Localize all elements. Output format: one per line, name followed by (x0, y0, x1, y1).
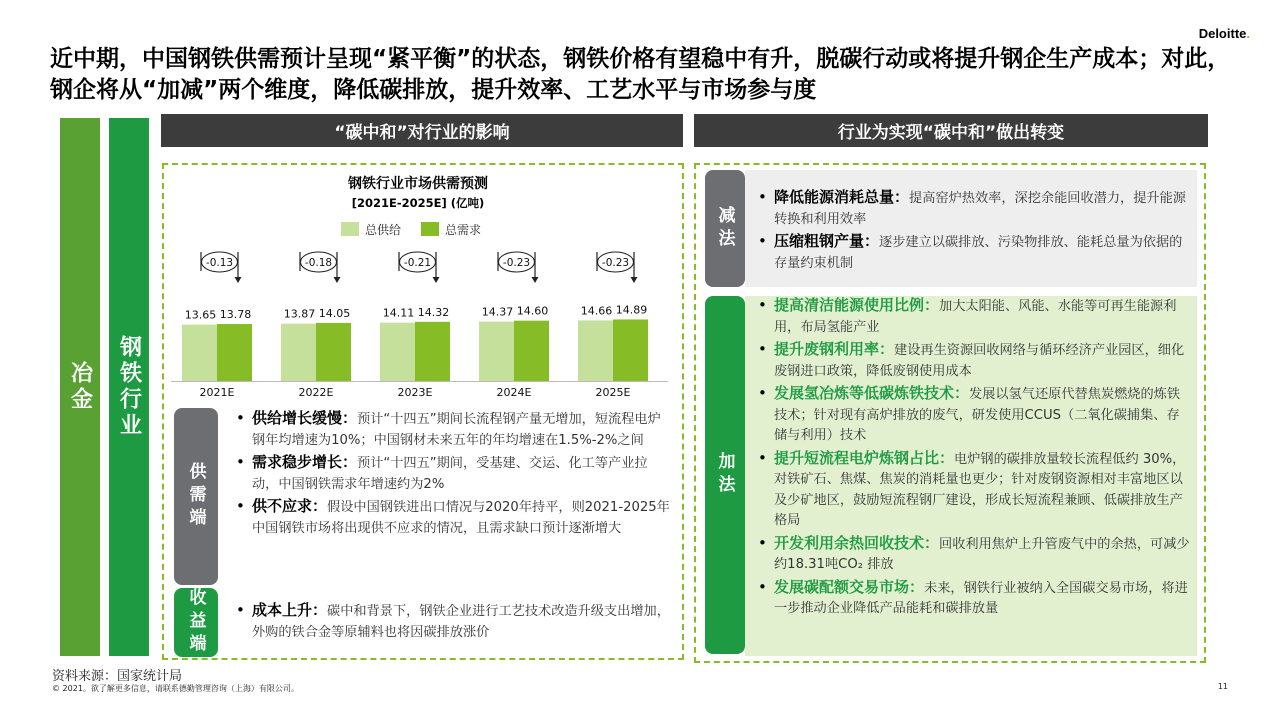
gap-label: -0.23 (502, 257, 531, 269)
gap-arrowhead (334, 277, 341, 283)
supply-demand-list (230, 408, 670, 540)
list-item (752, 577, 1192, 620)
x-tick-label: 2025E (595, 386, 631, 399)
section-header-transformation: 行业为实现“碳中和”做出转变 (694, 114, 1208, 147)
list-item (230, 452, 670, 495)
data-label-supply: 14.11 (382, 306, 415, 320)
item-keyword: 供给增长缓慢： (252, 409, 358, 427)
gap-label: -0.23 (601, 257, 630, 269)
item-keyword: 成本上升： (252, 601, 328, 619)
item-text: 预计“十四五”期间长流程钢产量无增加，短流程电炉钢年均增速为10%；中国钢材未来五年的年均增速在1.5%-2%之间 (252, 412, 661, 448)
vertical-label-steel-industry: 钢铁行业 (109, 118, 149, 656)
item-text: 发展以氢气还原代替焦炭燃烧的炼铁技术；针对现有高炉排放的废气，研发使用CCUS（二氧化碳捕集、存储与利用）技术 (774, 387, 1181, 443)
addition-list (752, 295, 1192, 621)
data-label-demand: 14.89 (615, 303, 648, 317)
gap-arrowhead (235, 277, 242, 283)
supply-demand-chart (163, 165, 681, 405)
gap-label: -0.13 (205, 257, 234, 269)
item-keyword: 供不应求： (252, 497, 328, 515)
item-keyword: 发展氢冶炼等低碳炼铁技术： (774, 384, 970, 402)
list-item (752, 448, 1192, 532)
data-label-supply: 14.37 (481, 305, 514, 319)
list-item (752, 187, 1192, 230)
list-item (230, 496, 670, 539)
list-item (230, 600, 670, 643)
data-label-demand: 14.05 (318, 306, 351, 320)
data-label-supply: 13.87 (283, 307, 316, 321)
list-item (752, 533, 1192, 576)
gap-label: -0.18 (304, 257, 333, 269)
gap-arrowhead (433, 277, 440, 283)
item-keyword: 提升废钢利用率： (774, 340, 895, 358)
item-keyword: 降低能源消耗总量： (774, 188, 910, 206)
x-tick-label: 2024E (496, 386, 532, 399)
item-text: 逐步建立以碳排放、污染物排放、能耗总量为依据的存量约束机制 (774, 235, 1183, 271)
legend-label: 总需求 (445, 223, 482, 237)
item-text: 加大太阳能、风能、水能等可再生能源利用，布局氢能产业 (774, 299, 1177, 335)
subtraction-tag: 减法 (705, 170, 745, 287)
list-item (752, 231, 1192, 274)
supply-demand-tag: 供需端 (174, 408, 218, 585)
section-header-impact: “碳中和”对行业的影响 (161, 114, 683, 147)
data-label-demand: 14.60 (516, 304, 549, 318)
gap-label: -0.21 (403, 257, 432, 269)
bar-demand (415, 322, 450, 381)
bar-supply (578, 320, 613, 381)
chart-title: 钢铁行业市场供需预测 (348, 176, 488, 192)
data-label-supply: 14.66 (580, 304, 613, 318)
income-list (230, 600, 670, 644)
addition-tag: 加法 (705, 296, 745, 654)
bar-demand (514, 321, 549, 381)
bar-demand (613, 319, 648, 381)
vertical-label-metallurgy: 冶金 (60, 118, 100, 656)
item-text: 假设中国钢铁进出口情况与2020年持平，则2021-2025年中国钢铁市场将出现供不应求的情况，且需求缺口预计逐渐增大 (252, 500, 670, 536)
copyright-note: © 2021。欲了解更多信息，请联系德勤管理咨询（上海）有限公司。 (52, 684, 299, 693)
item-keyword: 提升短流程电炉炼钢占比： (774, 448, 955, 467)
bar-supply (380, 323, 415, 381)
data-label-demand: 13.78 (219, 308, 252, 322)
item-text: 碳中和背景下，钢铁企业进行工艺技术改造升级支出增加，外购的铁合金等原辅料也将因碳排放涨价 (252, 604, 670, 640)
list-item (230, 408, 670, 451)
bar-demand (316, 323, 351, 381)
gap-arrowhead (631, 277, 638, 283)
list-item (752, 339, 1192, 382)
list-item (752, 295, 1192, 338)
item-text: 提高窑炉热效率，深挖余能回收潜力，提升能源转换和利用效率 (774, 191, 1186, 227)
item-keyword: 发展碳配额交易市场： (774, 577, 925, 596)
subtraction-list (752, 187, 1192, 275)
x-tick-label: 2021E (199, 386, 235, 399)
legend-label: 总供给 (365, 223, 402, 237)
bar-supply (281, 324, 316, 381)
item-text: 建设再生资源回收网络与循环经济产业园区，细化废钢进口政策，降低废钢使用成本 (774, 343, 1185, 379)
page-number: 11 (1217, 682, 1228, 691)
x-tick-label: 2022E (298, 386, 334, 399)
item-text: 预计“十四五”期间，受基建、交运、化工等产业拉动，中国钢铁需求年增速约为2% (252, 456, 648, 492)
legend-swatch (341, 222, 359, 236)
item-text: 未来，钢铁行业被纳入全国碳交易市场，将进一步推动企业降低产品能耗和碳排放量 (774, 580, 1188, 616)
legend-swatch (421, 222, 439, 236)
item-keyword: 需求稳步增长： (252, 453, 358, 471)
bar-supply (182, 325, 217, 381)
chart-subtitle: [2021E-2025E] (亿吨) (351, 196, 485, 210)
item-keyword: 压缩粗钢产量： (774, 232, 880, 250)
list-item (752, 383, 1192, 447)
data-label-demand: 14.32 (417, 305, 450, 319)
page-title: 近中期，中国钢铁供需预计呈现“紧平衡”的状态，钢铁价格有望稳中有升，脱碳行动或将提升钢企生产成本；对此，钢企将从“加减”两个维度，降低碳排放，提升效率、工艺水平与市场参与度 (50, 46, 1231, 103)
item-text: 回收利用焦炉上升管废气中的余热，可减少约18.31吨CO₂ 排放 (774, 536, 1190, 572)
bar-supply (479, 322, 514, 381)
bar-demand (217, 324, 252, 381)
income-tag: 收益端 (174, 588, 218, 657)
deloitte-logo: Deloitte. (1198, 26, 1250, 41)
data-label-supply: 13.65 (184, 308, 217, 322)
item-text: 电炉钢的碳排放量较长流程低约 30%，对铁矿石、焦煤、焦炭的消耗量也更少；针对废钢资源相对丰富地区以及少矿地区，鼓励短流程钢厂建设，形成长短流程兼顾、低碳排放生产格局 (774, 451, 1186, 528)
x-tick-label: 2023E (397, 386, 433, 399)
item-keyword: 开发利用余热回收技术： (774, 533, 940, 552)
gap-arrowhead (532, 277, 539, 283)
item-keyword: 提高清洁能源使用比例： (774, 296, 940, 314)
source-note: 资料来源：国家统计局 (52, 669, 183, 684)
